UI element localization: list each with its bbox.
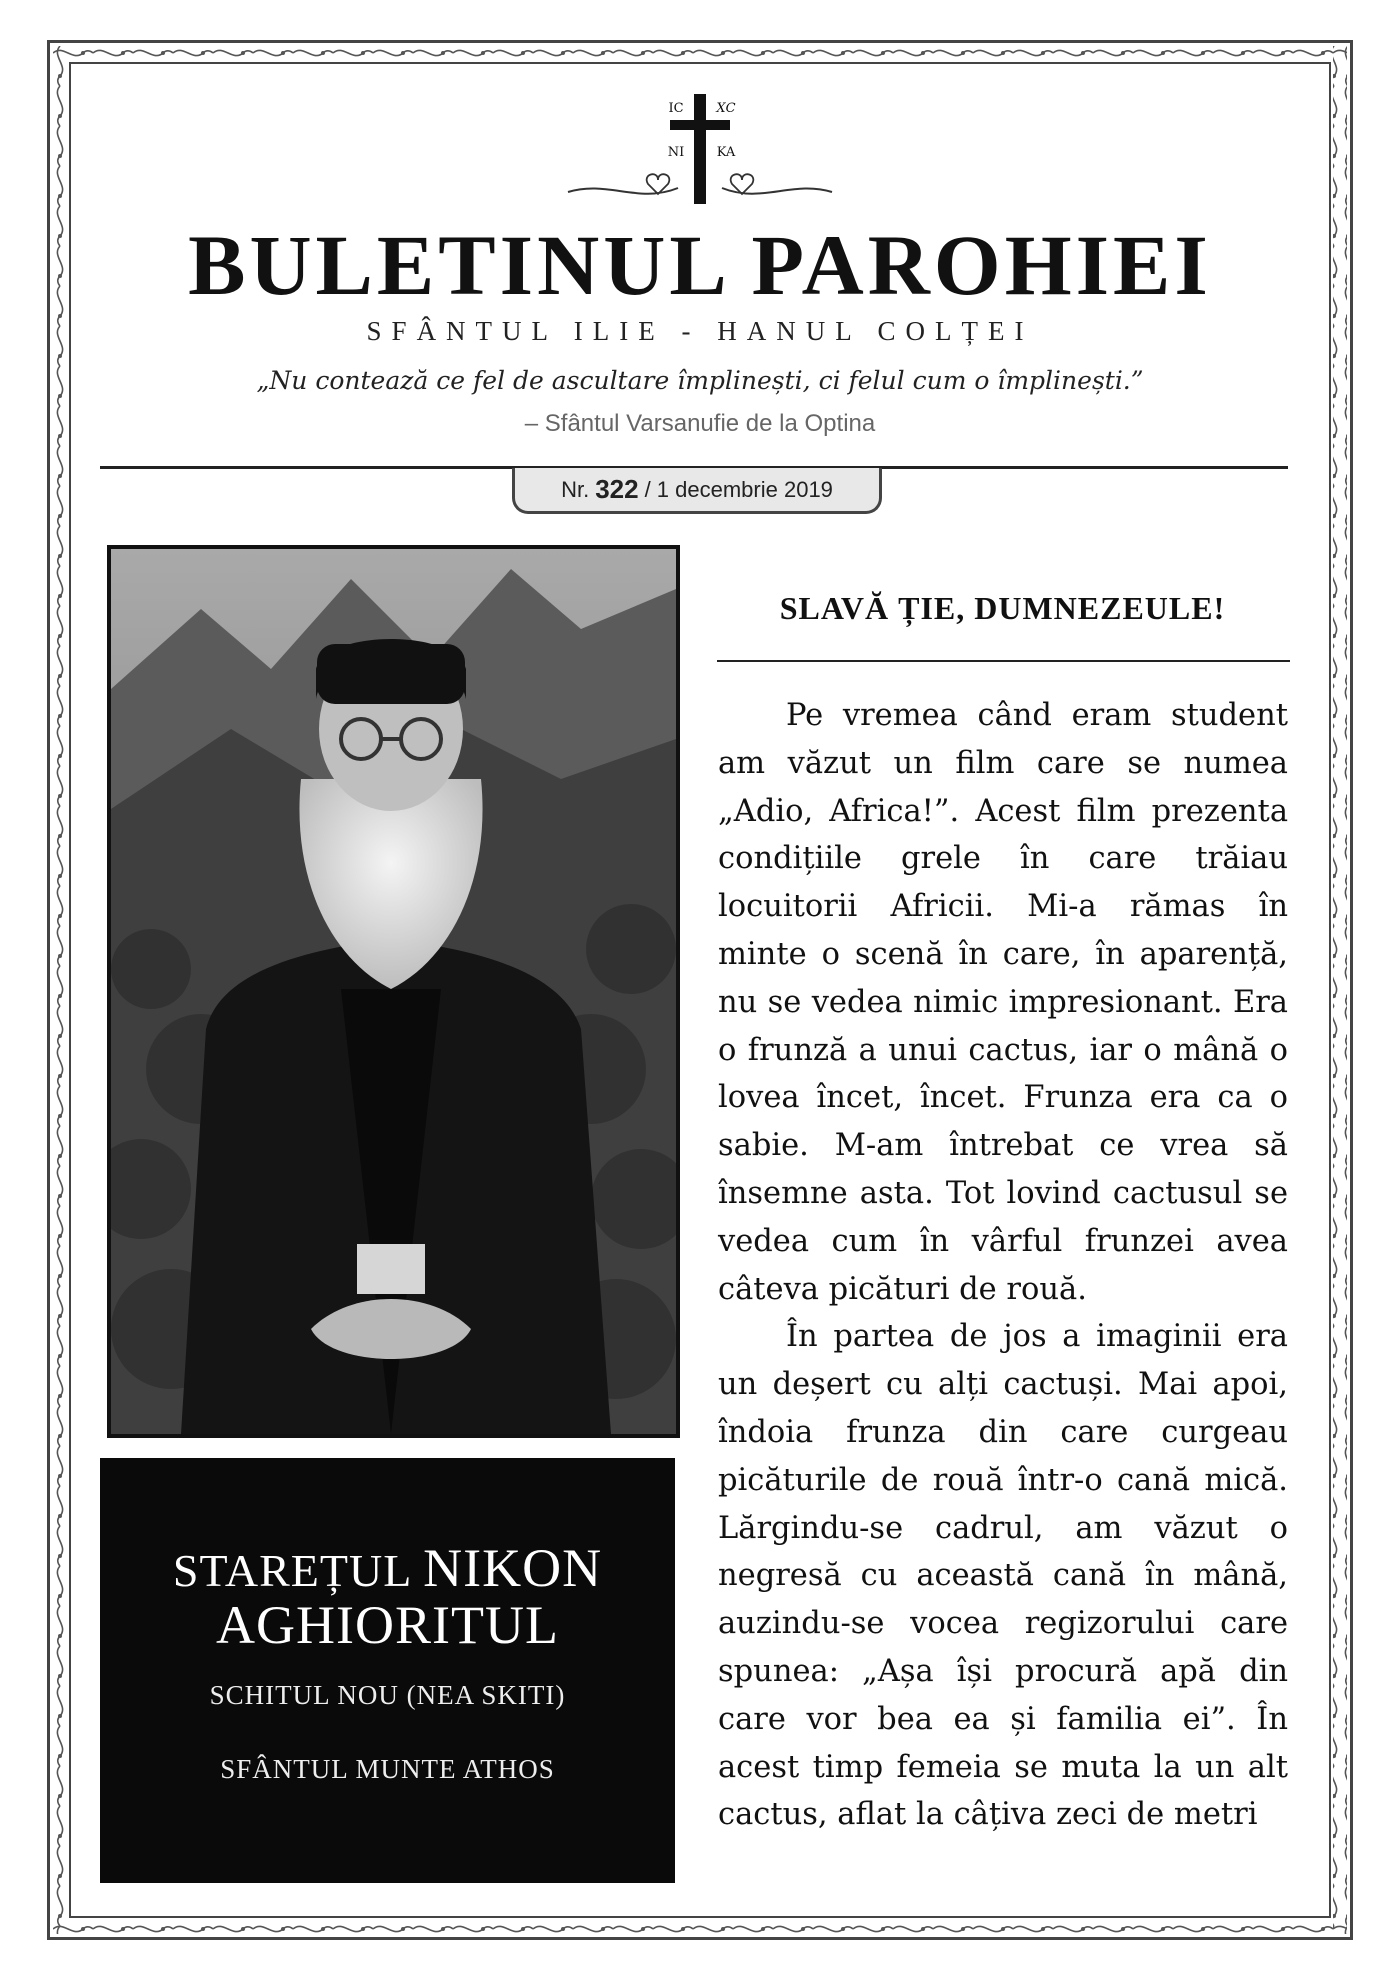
monogram-xc: ΧC — [716, 101, 736, 116]
issue-date: / 1 decembrie 2019 — [644, 476, 833, 502]
header-quote: „Nu contează ce fel de ascultare împlinești, ci felul cum o împlinești.” — [256, 366, 1144, 395]
caption-subtitle-1: SCHITUL NOU (NEA SKITI) — [209, 1680, 566, 1710]
article-title: SLAVĂ ȚIE, DUMNEZEULE! — [779, 590, 1226, 626]
caption-title-name: NIKON — [423, 1538, 603, 1598]
caption-title — [100, 1540, 675, 1653]
article-paragraph: Pe vremea când eram student am văzut un film care se numea „Adio, Africa!”. Acest film prezenta condițiile grele în care trăiau locuitorii Africii. Mi-a rămas în minte o scenă în care, în aparență, nu se vedea nimic impresionant. Era o frunză a unui cactus, iar o mână o lovea încet, încet. Frunza era ca o sabie. M-am întrebat ce vrea să însemne asta. Tot lovind cactusul se vedea cum în vârful frunzei avea câteva picături de rouă. — [718, 698, 1288, 1307]
issue-tab — [512, 468, 882, 514]
caption-title-prefix: STAREȚUL — [172, 1545, 411, 1596]
monogram-ic: IC — [668, 101, 684, 116]
article-paragraph: În partea de jos a imaginii era un deșert cu alți cactuși. Mai apoi, îndoia frunza din care curgeau picăturile de rouă într-o cană mică. Lărgindu-se cadrul, am văzut o negresă cu această cană în mână, auzindu-se vocea regizorului care spunea: „Așa își procură apă din care vor bea ea și familia ei”. În acest timp femeia se muta la un alt cactus, aflat la câțiva zeci de metri — [718, 1319, 1288, 1833]
monogram-ka: KA — [716, 145, 736, 160]
caption-subtitle-2: SFÂNTUL MUNTE ATHOS — [220, 1754, 555, 1784]
monogram-ni: NI — [667, 145, 685, 160]
issue-prefix: Nr. — [561, 476, 590, 502]
masthead-title: BULETINUL PAROHIEI — [188, 217, 1212, 313]
caption-box — [100, 1458, 675, 1883]
portrait-photo — [107, 545, 680, 1438]
issue-number: 322 — [595, 474, 639, 504]
quote-author: – Sfântul Varsanufie de la Optina — [524, 410, 876, 437]
article-title-rule — [717, 660, 1290, 662]
cross-logo — [548, 92, 852, 222]
masthead-subtitle: SFÂNTUL ILIE - HANUL COLȚEI — [366, 316, 1034, 346]
caption-title-line2: AGHIORITUL — [216, 1594, 559, 1655]
article-body — [718, 692, 1288, 1839]
